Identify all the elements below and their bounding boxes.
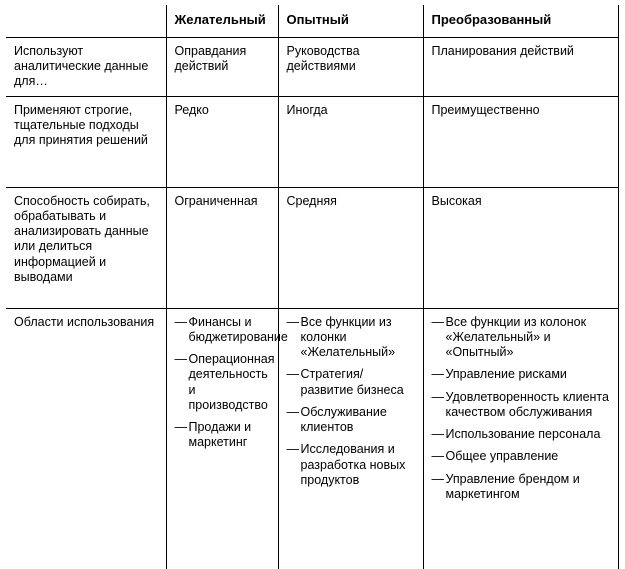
bullet-list-desirable xyxy=(175,314,288,451)
list-item: — Использование персонала xyxy=(432,427,611,442)
row-label: Области использования xyxy=(6,308,166,569)
cell-desirable xyxy=(166,308,288,569)
column-header-criterion xyxy=(6,5,166,37)
cell-transformed: Планирования действий xyxy=(423,37,618,96)
table-row xyxy=(6,187,618,308)
table-header xyxy=(6,5,618,37)
cell-transformed xyxy=(423,308,618,569)
cell-desirable: Редко xyxy=(166,96,278,187)
table-header-row xyxy=(6,5,618,37)
column-header-desirable: Желательный xyxy=(166,5,278,37)
bullet-list-transformed xyxy=(432,315,611,503)
list-item: — Все функции из колонки «Желательный» xyxy=(287,315,416,361)
table-row xyxy=(6,96,618,187)
list-item: — Удовлетворенность клиента качеством обслуживания xyxy=(432,390,611,421)
list-item: — Стратегия/развитие бизнеса xyxy=(287,367,416,398)
list-item: — Все функции из колонок «Желательный» и «Опытный» xyxy=(432,315,611,361)
list-item: — Управление брендом и маркетингом xyxy=(432,472,611,503)
row-label: Применяют строгие, тщательные подходы для принятия решений xyxy=(6,96,166,187)
cell-experienced: Иногда xyxy=(278,96,423,187)
cell-transformed: Высокая xyxy=(423,187,618,308)
row-label: Способность собирать, обрабатывать и анализировать данные или делиться информацией и выводами xyxy=(6,187,166,308)
list-item: — Управление рисками xyxy=(432,367,611,382)
list-item: — Исследования и разработка новых продуктов xyxy=(287,442,416,488)
table-row xyxy=(6,37,618,96)
table-row xyxy=(6,308,618,569)
row-label: Используют аналитические данные для… xyxy=(6,37,166,96)
list-item: — Обслуживание клиентов xyxy=(287,405,416,436)
cell-desirable: Оправдания действий xyxy=(166,37,278,96)
table-body xyxy=(6,37,618,568)
cell-experienced: Средняя xyxy=(278,187,423,308)
list-item: — Финансы и бюджетирование xyxy=(175,315,271,346)
list-item: — Общее управление xyxy=(432,449,611,464)
bullet-list-experienced xyxy=(287,315,416,489)
column-header-transformed: Преобразованный xyxy=(423,5,618,37)
list-item: — Операционная деятельность и производство xyxy=(175,352,271,413)
cell-experienced xyxy=(278,308,423,569)
cell-experienced: Руководства действиями xyxy=(278,37,423,96)
column-header-experienced: Опытный xyxy=(278,5,423,37)
maturity-matrix-table xyxy=(6,5,619,569)
list-item: — Продажи и маркетинг xyxy=(175,420,271,451)
document-page xyxy=(0,5,625,566)
cell-transformed: Преимущественно xyxy=(423,96,618,187)
cell-desirable: Ограниченная xyxy=(166,187,278,308)
